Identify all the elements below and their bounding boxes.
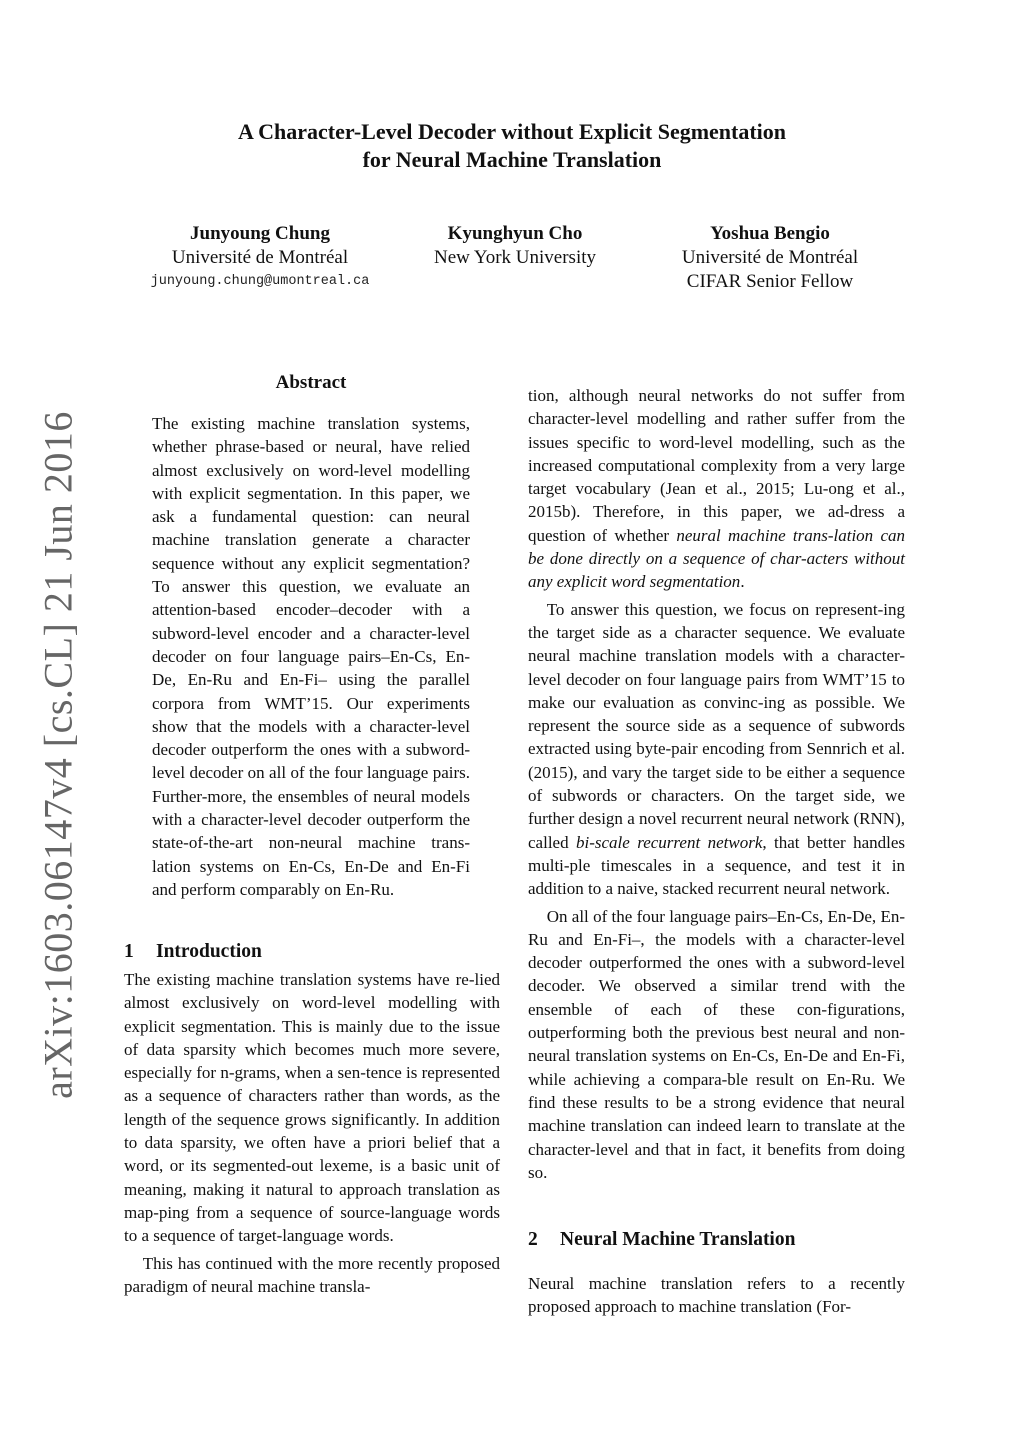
paper-title — [0, 118, 1024, 174]
intro-paragraph-2: This has continued with the more recently proposed paradigm of neural machine transla- — [124, 1253, 500, 1296]
author-note: CIFAR Senior Fellow — [686, 271, 854, 292]
arxiv-stamp: arXiv:1603.06147v4 [cs.CL] 21 Jun 2016 — [35, 411, 81, 1099]
intro-paragraph-4: On all of the four language pairs–En-Cs, En-De, En-Ru and En-Fi–, the models with a character-level decoder outperformed the ones with a subword-level decoder. We observed a similar trend with the ensemble of each of these con-figurations, outperforming both the previous best neural and non-neural translation systems on En-Cs, En-De and En-Fi, while achieving a compara-ble result on En-Ru. We find these results to be a strong evidence that neural machine translation can indeed learn to translate at the character-level and that in fact, it benefits from doing so. — [528, 906, 905, 1182]
section-number: 1 — [124, 941, 134, 962]
intro-paragraph-2-continued — [528, 384, 905, 594]
text-run: tion, although neural networks do not suffer from character-level modelling and rather suffer from the issues specific to word-level modelling, such as the increased computational complexity from a very large target vocabulary (Jean et al., 2015; Lu-ong et al., 2015b). Therefore, in this paper, we ad-dress a question of whether — [528, 386, 905, 545]
text-run: , that better handles multi-ple timescales in a sequence, and test it in addition to a naive, stacked recurrent neural network. — [528, 832, 905, 899]
right-column — [528, 384, 905, 1184]
abstract-body — [152, 412, 470, 901]
emphasis-text: bi-scale recurrent network — [576, 832, 763, 852]
author-block-1 — [110, 222, 410, 294]
section-number: 2 — [528, 1229, 538, 1250]
section-heading-introduction — [124, 941, 262, 963]
author-block-3 — [655, 222, 885, 294]
section-title: Neural Machine Translation — [560, 1229, 796, 1250]
introduction-left-column — [124, 968, 500, 1298]
title-line-1: A Character-Level Decoder without Explicit Segmentation — [237, 119, 787, 144]
section-title: Introduction — [156, 941, 262, 962]
nmt-paragraph-1: Neural machine translation refers to a recently proposed approach to machine translation (For- — [528, 1274, 905, 1317]
emphasis-text: neural machine trans-lation can be done directly on a sequence of char-acters without any explicit word segmentation — [528, 525, 905, 592]
abstract-heading: Abstract — [275, 372, 347, 393]
intro-paragraph-1: The existing machine translation systems have re-lied almost exclusively on word-level modelling with explicit segmentation. This is mainly due to the issue of data sparsity which becomes much more severe, especially for n-grams, when a sen-tence is represented as a sequence of characters rather than words, as the length of the sequence grows significantly. In addition to data sparsity, we often have a priori belief that a word, or its segmented-out lexeme, is a basic unit of meaning, making it natural to approach translation as map-ping from a sequence of source-language words to a sequence of target-language words. — [124, 970, 500, 1246]
author-block-2 — [405, 222, 625, 270]
author-name: Yoshua Bengio — [710, 223, 830, 244]
section-heading-nmt — [528, 1229, 795, 1251]
author-name: Kyunghyun Cho — [447, 223, 583, 244]
text-run: To answer this question, we focus on represent-ing the target side as a character sequence. We evaluate neural machine translation models with a character-level decoder on four language pairs from WMT’15 to make our evaluation as convinc-ing as possible. We represent the source side as a sequence of subwords extracted using byte-pair encoding from Sennrich et al. (2015), and vary the target side to be either a sequence of subwords or characters. On the target side, we further design a novel recurrent neural network (RNN), called — [528, 599, 905, 852]
text-run: . — [740, 572, 745, 592]
author-email[interactable]: junyoung.chung@umontreal.ca — [150, 274, 370, 289]
intro-paragraph-3 — [528, 598, 905, 901]
author-affiliation: Université de Montréal — [681, 247, 859, 268]
nmt-column — [528, 1272, 905, 1319]
author-affiliation: Université de Montréal — [171, 247, 349, 268]
author-affiliation: New York University — [433, 247, 597, 268]
abstract-text: The existing machine translation systems, whether phrase-based or neural, have relied almost exclusively on word-level modelling with explicit segmentation. In this paper, we ask a fundamental question: can neural machine translation generate a character sequence without any explicit segmentation? To answer this question, we evaluate an attention-based encoder–decoder with a subword-level encoder and a character-level decoder on four language pairs–En-Cs, En-De, En-Ru and En-Fi– using the parallel corpora from WMT’15. Our experiments show that the models with a character-level decoder outperform the ones with a subword-level decoder on all of the four language pairs. Further-more, the ensembles of neural models with a character-level decoder outperform the state-of-the-art non-neural machine trans-lation systems on En-Cs, En-De and En-Fi and perform comparably on En-Ru. — [152, 414, 470, 899]
title-line-2: for Neural Machine Translation — [362, 147, 662, 172]
author-name: Junyoung Chung — [190, 223, 330, 244]
